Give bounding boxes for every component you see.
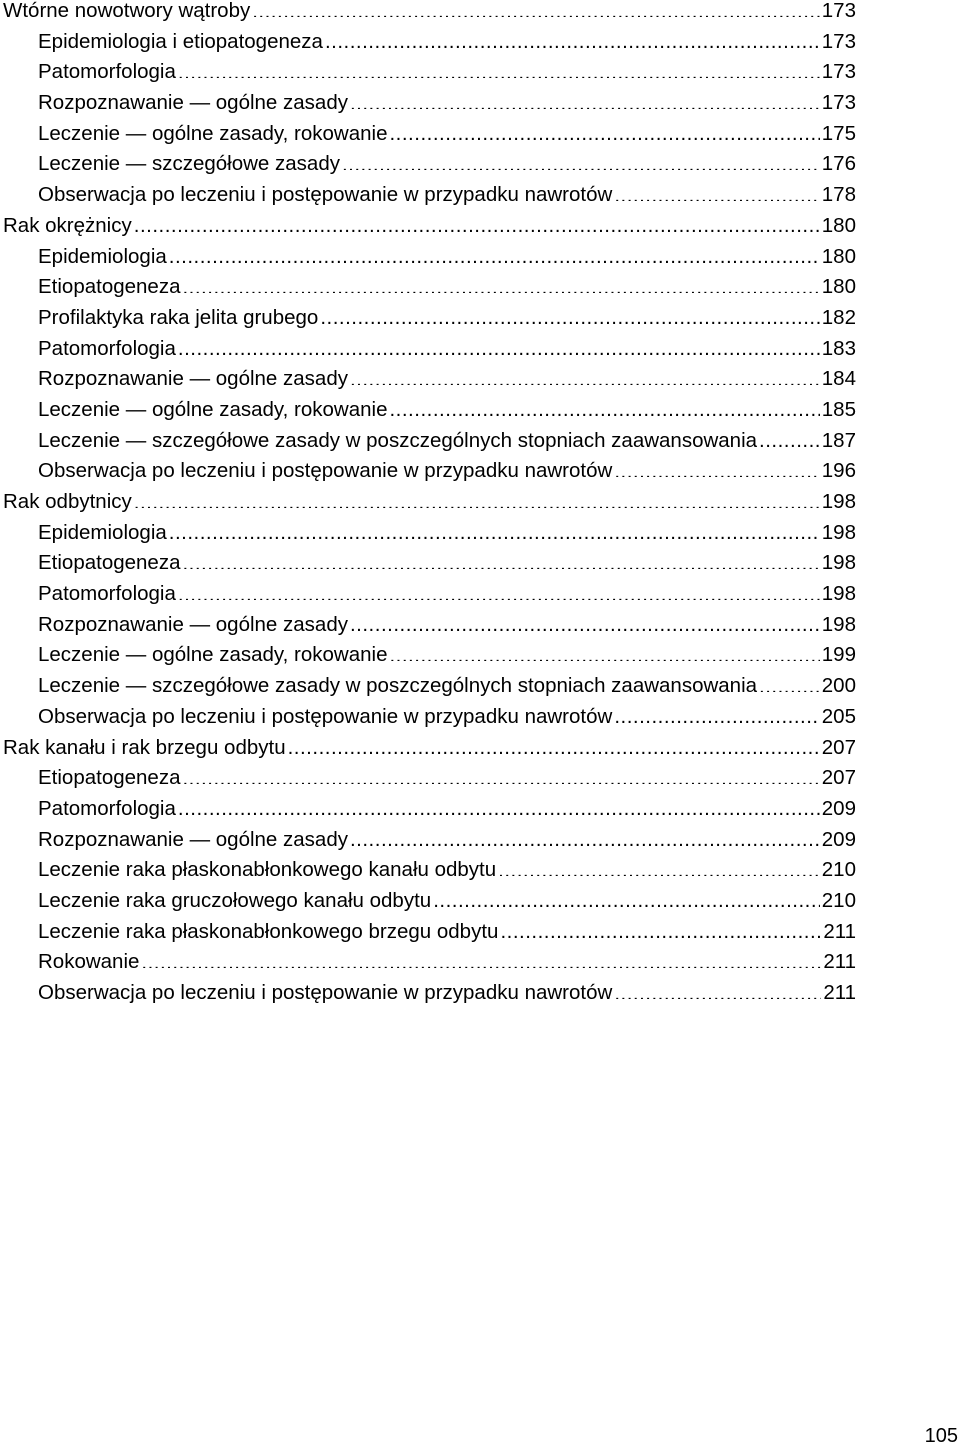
dot-leader	[389, 641, 819, 662]
toc-entry-title: Rak odbytnicy	[3, 490, 132, 513]
toc-entry-title: Rozpoznawanie — ogólne zasady	[38, 367, 348, 391]
dot-leader	[134, 488, 820, 509]
toc-entry-title: Patomorfologia	[38, 582, 176, 606]
toc-section-entry	[3, 395, 856, 426]
toc-entry-title: Leczenie — szczegółowe zasady	[38, 152, 340, 176]
toc-entry-title: Obserwacja po leczeniu i postępowanie w przypadku nawrotów	[38, 183, 613, 207]
dot-leader	[182, 273, 819, 294]
toc-entry-page: 173	[821, 0, 856, 22]
dot-leader	[178, 334, 820, 355]
dot-leader	[178, 580, 820, 601]
dot-leader	[182, 549, 819, 570]
dot-leader	[389, 119, 819, 140]
toc-entry-page: 209	[821, 796, 856, 820]
toc-entry-page: 183	[821, 336, 856, 360]
toc-entry-page: 211	[823, 981, 856, 1004]
toc-section-entry	[3, 242, 856, 273]
toc-entry-title: Leczenie raka płaskonabłonkowego brzegu odbytu	[38, 919, 499, 943]
toc-entry-page: 196	[821, 459, 856, 483]
toc-section-entry	[3, 671, 856, 702]
toc-entry-title: Leczenie — ogólne zasady, rokowanie	[38, 397, 388, 421]
toc-section-entry	[3, 456, 856, 487]
dot-leader	[320, 303, 819, 324]
toc-section-entry	[3, 272, 856, 303]
toc-entry-title: Leczenie — szczegółowe zasady w poszczególnych stopniach zaawansowania	[38, 428, 758, 452]
toc-entry-page: 178	[821, 183, 856, 207]
toc-entry-page: 210	[821, 888, 856, 912]
toc-section-entry	[3, 640, 856, 671]
toc-entry-title: Obserwacja po leczeniu i postępowanie w przypadku nawrotów	[38, 704, 613, 728]
toc-entry-page: 198	[821, 551, 856, 575]
toc-entry-page: 210	[821, 858, 856, 882]
toc-section-entry	[3, 794, 856, 825]
toc-entry-title: Wtórne nowotwory wątroby	[3, 0, 251, 22]
toc-entry-title: Epidemiologia i etiopatogeneza	[38, 29, 323, 53]
toc-chapter-entry	[3, 733, 856, 764]
dot-leader	[178, 58, 820, 79]
toc-section-entry	[3, 303, 856, 334]
dot-leader	[614, 181, 819, 202]
toc-section-entry	[3, 978, 856, 1009]
table-of-contents	[3, 0, 856, 1009]
toc-section-entry	[3, 57, 856, 88]
toc-entry-page: 205	[821, 704, 856, 728]
toc-entry-title: Leczenie raka płaskonabłonkowego kanału odbytu	[38, 858, 497, 882]
toc-entry-title: Rak okrężnicy	[3, 213, 132, 237]
toc-entry-title: Leczenie raka gruczołowego kanału odbytu	[38, 888, 432, 912]
toc-entry-title: Rozpoznawanie — ogólne zasady	[38, 91, 348, 115]
dot-leader	[498, 856, 820, 877]
toc-entry-page: 182	[821, 305, 856, 329]
page-number: 105	[924, 1425, 958, 1447]
toc-entry-title: Epidemiologia	[38, 520, 167, 544]
dot-leader	[169, 518, 820, 539]
dot-leader	[433, 886, 820, 907]
toc-entry-page: 209	[821, 827, 856, 851]
toc-section-entry	[3, 702, 856, 733]
dot-leader	[182, 764, 819, 785]
toc-section-entry	[3, 947, 856, 978]
toc-chapter-entry	[3, 211, 856, 242]
dot-leader	[759, 672, 820, 693]
toc-entry-title: Rokowanie	[38, 950, 140, 974]
toc-entry-page: 185	[821, 397, 856, 421]
toc-section-entry	[3, 548, 856, 579]
dot-leader	[614, 979, 821, 1000]
toc-entry-page: 187	[821, 428, 856, 452]
toc-entry-page: 211	[823, 950, 856, 974]
toc-entry-page: 198	[821, 582, 856, 606]
toc-entry-page: 180	[821, 244, 856, 268]
dot-leader	[178, 794, 820, 815]
toc-entry-page: 175	[821, 121, 856, 145]
toc-entry-page: 180	[821, 275, 856, 299]
toc-entry-title: Leczenie — ogólne zasady, rokowanie	[38, 643, 388, 667]
toc-section-entry	[3, 763, 856, 794]
toc-section-entry	[3, 579, 856, 610]
toc-section-entry	[3, 88, 856, 119]
toc-entry-title: Etiopatogeneza	[38, 551, 181, 575]
dot-leader	[141, 948, 821, 969]
toc-entry-title: Patomorfologia	[38, 60, 176, 84]
toc-section-entry	[3, 426, 856, 457]
toc-entry-page: 173	[821, 29, 856, 53]
dot-leader	[325, 27, 820, 48]
toc-section-entry	[3, 855, 856, 886]
toc-entry-page: 207	[821, 766, 856, 790]
toc-entry-title: Patomorfologia	[38, 796, 176, 820]
toc-section-entry	[3, 917, 856, 948]
toc-entry-title: Patomorfologia	[38, 336, 176, 360]
toc-entry-title: Etiopatogeneza	[38, 766, 181, 790]
dot-leader	[500, 917, 821, 938]
dot-leader	[350, 365, 820, 386]
toc-section-entry	[3, 119, 856, 150]
dot-leader	[288, 733, 820, 754]
toc-entry-page: 198	[821, 520, 856, 544]
toc-chapter-entry	[3, 487, 856, 518]
toc-entry-title: Obserwacja po leczeniu i postępowanie w przypadku nawrotów	[38, 459, 613, 483]
dot-leader	[252, 0, 820, 17]
dot-leader	[389, 395, 819, 416]
toc-section-entry	[3, 180, 856, 211]
toc-entry-title: Rak kanału i rak brzegu odbytu	[3, 735, 286, 759]
toc-entry-page: 207	[821, 735, 856, 759]
toc-entry-title: Rozpoznawanie — ogólne zasady	[38, 827, 348, 851]
dot-leader	[350, 89, 820, 110]
dot-leader	[134, 211, 820, 232]
toc-entry-title: Etiopatogeneza	[38, 275, 181, 299]
toc-entry-title: Leczenie — szczegółowe zasady w poszczególnych stopniach zaawansowania	[38, 674, 758, 698]
toc-entry-page: 173	[821, 60, 856, 84]
dot-leader	[350, 610, 820, 631]
toc-section-entry	[3, 334, 856, 365]
dot-leader	[342, 150, 820, 171]
toc-entry-page: 180	[821, 213, 856, 237]
dot-leader	[614, 702, 819, 723]
toc-section-entry	[3, 364, 856, 395]
toc-entry-page: 211	[823, 919, 856, 943]
toc-section-entry	[3, 149, 856, 180]
toc-entry-title: Epidemiologia	[38, 244, 167, 268]
toc-entry-page: 198	[821, 490, 856, 513]
toc-entry-page: 200	[821, 674, 856, 698]
toc-entry-page: 184	[821, 367, 856, 391]
dot-leader	[614, 457, 819, 478]
toc-section-entry	[3, 27, 856, 58]
toc-section-entry	[3, 886, 856, 917]
toc-entry-page: 176	[821, 152, 856, 176]
toc-section-entry	[3, 518, 856, 549]
toc-entry-page: 199	[821, 643, 856, 667]
toc-entry-title: Profilaktyka raka jelita grubego	[38, 305, 319, 329]
toc-entry-title: Leczenie — ogólne zasady, rokowanie	[38, 121, 388, 145]
toc-section-entry	[3, 610, 856, 641]
toc-section-entry	[3, 825, 856, 856]
toc-entry-page: 198	[821, 612, 856, 636]
toc-chapter-entry	[3, 0, 856, 27]
dot-leader	[169, 242, 820, 263]
toc-entry-page: 173	[821, 91, 856, 115]
toc-entry-title: Obserwacja po leczeniu i postępowanie w przypadku nawrotów	[38, 981, 613, 1004]
toc-entry-title: Rozpoznawanie — ogólne zasady	[38, 612, 348, 636]
dot-leader	[759, 426, 820, 447]
dot-leader	[350, 825, 820, 846]
